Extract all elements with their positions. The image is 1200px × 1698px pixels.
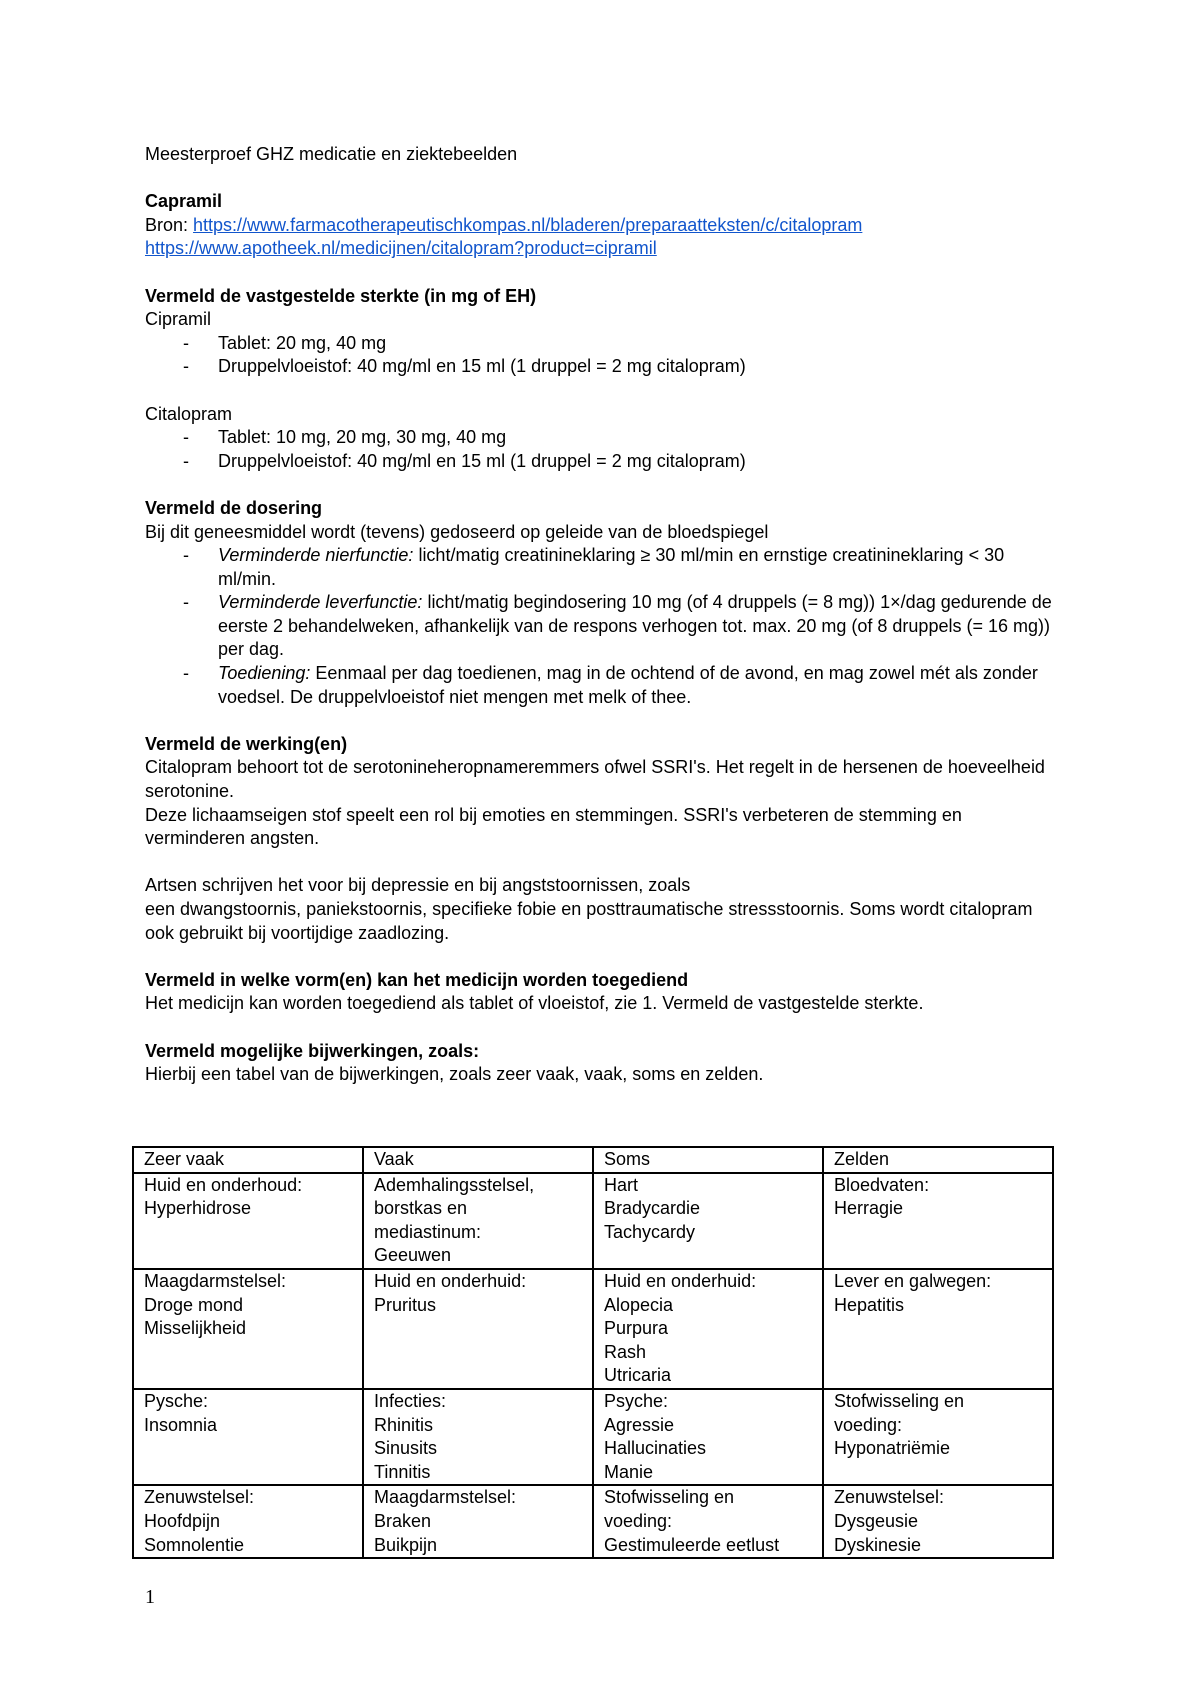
cell-line: Huid en onderhuid: [374, 1270, 527, 1291]
side-effects-table [132, 1146, 1054, 1559]
cell-line: Rhinitis [374, 1414, 434, 1435]
cell-line: Misselijkheid [144, 1318, 247, 1339]
cell-line: Gestimuleerde eetlust [604, 1534, 780, 1555]
table-cell [593, 1389, 823, 1485]
dosage-label: Verminderde leverfunctie: [218, 592, 423, 613]
source-label: Bron: [145, 214, 194, 235]
cell-line: Dysgeusie [834, 1510, 919, 1531]
cell-line: Ademhalingsstelsel, [374, 1174, 535, 1195]
cell-line: Hoofdpijn [144, 1510, 221, 1531]
page-number: 1 [145, 1586, 155, 1608]
dosage-list [145, 544, 1065, 709]
table-cell [823, 1389, 1053, 1485]
cell-line: Infecties: [374, 1390, 447, 1411]
table-cell [823, 1269, 1053, 1389]
document-body [145, 143, 1065, 1087]
table-cell [363, 1173, 593, 1269]
action-paragraph-3b: een dwangstoornis, paniekstoornis, specifieke fobie en posttraumatische stressstoornis. Soms wordt citalopram ook gebruikt bij voortijdige zaadlozing. [145, 899, 1033, 943]
cell-line: Hallucinaties [604, 1438, 707, 1459]
cell-line: Huid en onderhuid: [604, 1270, 757, 1291]
document-title: Meesterproef GHZ medicatie en ziektebeelden [145, 144, 518, 164]
source-line [145, 214, 1065, 238]
cell-line: Huid en onderhoud: [144, 1174, 303, 1195]
drug-name-heading: Capramil [145, 191, 223, 212]
cell-line: Utricaria [604, 1365, 672, 1386]
action-heading: Vermeld de werking(en) [145, 733, 348, 754]
source-line-2 [145, 237, 1065, 261]
cell-line: Bradycardie [604, 1198, 701, 1219]
table-cell [363, 1389, 593, 1485]
cell-line: voeding: [834, 1414, 903, 1435]
cell-line: Hepatitis [834, 1294, 905, 1315]
list-item: - Verminderde leverfunctie: licht/matig begindosering 10 mg (of 4 druppels (= 8 mg)) 1×/dag gedurende de eerste 2 behandelweken, afhankelijk van de respons verhogen tot. max. 20 mg (of 8 druppels (= 16 mg)) per dag. [145, 591, 1065, 662]
cell-line: Stofwisseling en [604, 1487, 735, 1508]
table-body [133, 1173, 1053, 1559]
table-cell [593, 1485, 823, 1558]
cell-line: Lever en galwegen: [834, 1270, 992, 1291]
cell-line: Braken [374, 1510, 432, 1531]
cell-line: Rash [604, 1341, 647, 1362]
table-cell [133, 1173, 363, 1269]
cell-line: Tinnitis [374, 1461, 431, 1482]
list-item: - Druppelvloeistof: 40 mg/ml en 15 ml (1 druppel = 2 mg citalopram) [145, 355, 1065, 379]
list-item: - Tablet: 20 mg, 40 mg [145, 332, 1065, 356]
form-heading: Vermeld in welke vorm(en) kan het medicijn worden toegediend [145, 969, 689, 990]
cell-line: mediastinum: [374, 1221, 482, 1242]
cell-line: Zenuwstelsel: [144, 1487, 255, 1508]
cell-line: Hyperhidrose [144, 1198, 252, 1219]
cell-line: Bloedvaten: [834, 1174, 930, 1195]
cell-line: Sinusits [374, 1438, 438, 1459]
action-paragraph-2: Deze lichaamseigen stof speelt een rol bij emoties en stemmingen. SSRI's verbeteren de stemming en verminderen angsten. [145, 804, 962, 849]
strength-group-citalopram: Citalopram [145, 403, 233, 424]
cell-line: borstkas en [374, 1198, 468, 1219]
cell-line: Insomnia [144, 1414, 218, 1435]
form-text: Het medicijn kan worden toegediend als tablet of vloeistof, zie 1. Vermeld de vastgestelde sterkte. [145, 993, 924, 1014]
table-cell [363, 1485, 593, 1558]
strength-group-cipramil: Cipramil [145, 309, 212, 330]
cell-line: Zenuwstelsel: [834, 1487, 945, 1508]
action-paragraph-1: Citalopram behoort tot de serotonineheropnameremmers ofwel SSRI's. Het regelt in de hersenen de hoeveelheid serotonine. [145, 757, 1045, 802]
table-cell [593, 1173, 823, 1269]
cell-line: Hart [604, 1174, 639, 1195]
table-cell [133, 1389, 363, 1485]
cell-line: Somnolentie [144, 1534, 245, 1555]
cell-line: Buikpijn [374, 1534, 438, 1555]
table-cell [133, 1485, 363, 1558]
table-cell [363, 1269, 593, 1389]
cell-line: Manie [604, 1461, 654, 1482]
cell-line: Alopecia [604, 1294, 674, 1315]
table-cell [593, 1269, 823, 1389]
cell-line: Dyskinesie [834, 1534, 922, 1555]
header-zelden: Zelden [823, 1147, 1053, 1173]
cell-line: Pruritus [374, 1294, 437, 1315]
table-header-row [133, 1147, 1053, 1173]
dosage-label: Toediening: [218, 663, 311, 684]
cell-line: Maagdarmstelsel: [374, 1487, 517, 1508]
dosage-heading: Vermeld de dosering [145, 497, 323, 518]
cell-line: Stofwisseling en [834, 1390, 965, 1411]
list-item: - Tablet: 10 mg, 20 mg, 30 mg, 40 mg [145, 426, 1065, 450]
header-vaak: Vaak [363, 1147, 593, 1173]
dosage-label: Verminderde nierfunctie: [218, 545, 414, 566]
cell-line: Maagdarmstelsel: [144, 1270, 287, 1291]
table-cell [823, 1485, 1053, 1558]
source-link-farmacotherapeutisch-kompas[interactable]: https://www.farmacotherapeutischkompas.nl/bladeren/preparaatteksten/c/citalopram [193, 214, 863, 235]
cell-line: Geeuwen [374, 1245, 452, 1266]
list-item: - Druppelvloeistof: 40 mg/ml en 15 ml (1 druppel = 2 mg citalopram) [145, 450, 1065, 474]
source-link-apotheek[interactable]: https://www.apotheek.nl/medicijnen/citalopram?product=cipramil [145, 238, 657, 259]
list-item: - Verminderde nierfunctie: licht/matig creatinineklaring ≥ 30 ml/min en ernstige creatinineklaring < 30 ml/min. [145, 544, 1065, 591]
cell-line: Pysche: [144, 1390, 209, 1411]
header-soms: Soms [593, 1147, 823, 1173]
table-cell [133, 1269, 363, 1389]
table-cell [823, 1173, 1053, 1269]
table-row [133, 1485, 1053, 1558]
side-effects-heading: Vermeld mogelijke bijwerkingen, zoals: [145, 1040, 480, 1061]
table-row [133, 1389, 1053, 1485]
cell-line: Hyponatriëmie [834, 1438, 951, 1459]
table-row [133, 1269, 1053, 1389]
list-item: - Toediening: Eenmaal per dag toedienen, mag in de ochtend of de avond, en mag zowel mét als zonder voedsel. De druppelvloeistof niet mengen met melk of thee. [145, 662, 1065, 709]
side-effects-text: Hierbij een tabel van de bijwerkingen, zoals zeer vaak, vaak, soms en zelden. [145, 1064, 764, 1085]
cell-line: Droge mond [144, 1294, 244, 1315]
cell-line: Tachycardy [604, 1221, 696, 1242]
cell-line: Agressie [604, 1414, 675, 1435]
cell-line: Purpura [604, 1318, 669, 1339]
cell-line: Psyche: [604, 1390, 669, 1411]
strength-heading: Vermeld de vastgestelde sterkte (in mg of EH) [145, 285, 537, 306]
cell-line: Herragie [834, 1198, 904, 1219]
action-paragraph-3a: Artsen schrijven het voor bij depressie en bij angststoornissen, zoals [145, 875, 691, 896]
dosage-intro: Bij dit geneesmiddel wordt (tevens) gedoseerd op geleide van de bloedspiegel [145, 521, 769, 542]
header-zeer-vaak: Zeer vaak [133, 1147, 363, 1173]
cell-line: voeding: [604, 1510, 673, 1531]
strength-list-citalopram [145, 426, 1065, 473]
table-row [133, 1173, 1053, 1269]
strength-list-cipramil [145, 332, 1065, 379]
